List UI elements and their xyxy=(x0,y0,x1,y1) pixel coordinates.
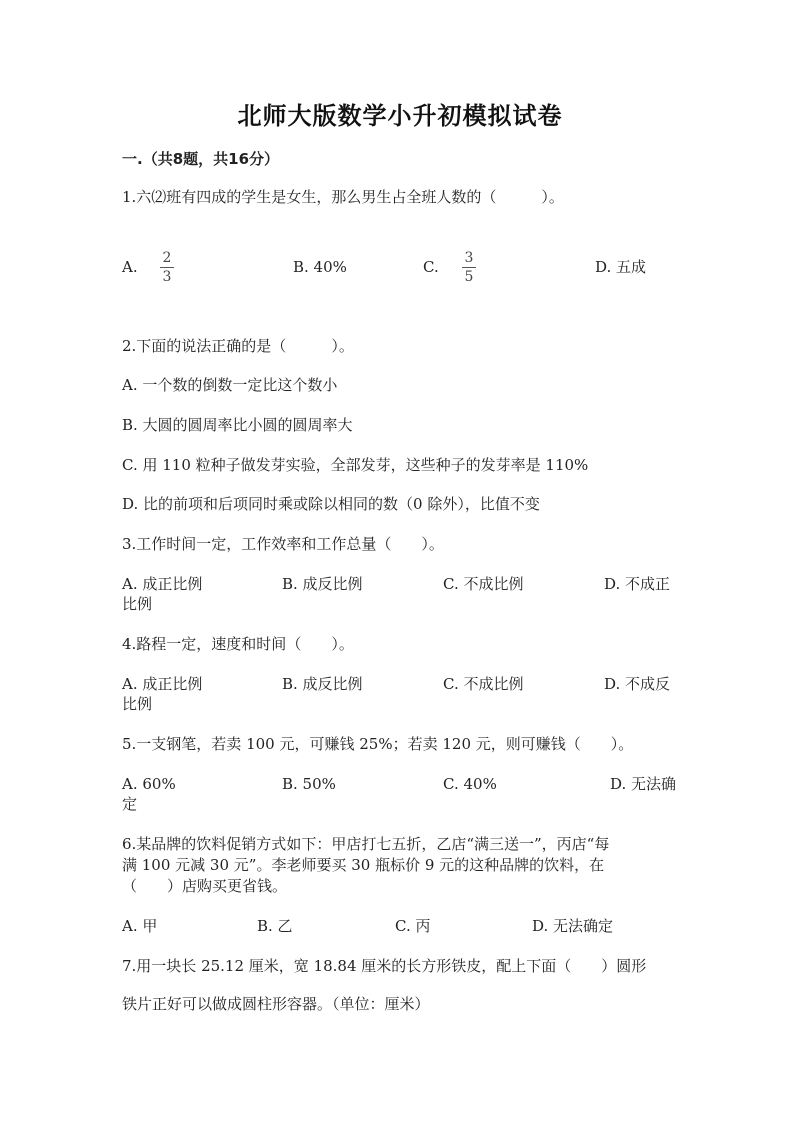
q4-option-d-continued: 比例 xyxy=(122,695,153,713)
q5-option-a: A. 60% xyxy=(122,775,176,793)
fraction-bar xyxy=(160,267,174,268)
q1-option-a-label: A. xyxy=(122,258,138,276)
q1-a-denominator: 3 xyxy=(162,269,172,285)
q1-option-b: B. 40% xyxy=(293,258,347,276)
q2-option-b: B. 大圆的圆周率比小圆的圆周率大 xyxy=(122,416,353,434)
q1-option-a-fraction xyxy=(160,250,174,285)
q1-a-numerator: 2 xyxy=(162,250,172,266)
q1-c-denominator: 5 xyxy=(464,269,474,285)
q1-option-c-label: C. xyxy=(423,258,439,276)
fraction-bar xyxy=(462,267,476,268)
q6-option-d: D. 无法确定 xyxy=(532,917,614,935)
q4-option-c: C. 不成比例 xyxy=(443,675,524,693)
q2-option-c: C. 用 110 粒种子做发芽实验，全部发芽，这些种子的发芽率是 110% xyxy=(122,456,589,474)
q4-option-d: D. 不成反 xyxy=(604,675,671,693)
q5-option-d-continued: 定 xyxy=(122,795,138,813)
q2-option-a: A. 一个数的倒数一定比这个数小 xyxy=(122,376,338,394)
q5-option-d: D. 无法确 xyxy=(610,775,677,793)
q3-option-b: B. 成反比例 xyxy=(282,575,363,593)
question-5-stem: 5.一支钢笔，若卖 100 元，可赚钱 25%；若卖 120 元，则可赚钱（ ）。 xyxy=(122,735,634,753)
q1-option-d: D. 五成 xyxy=(595,258,647,276)
question-7-stem-line-2: 铁片正好可以做成圆柱形容器。（单位：厘米） xyxy=(122,995,430,1013)
question-2-stem: 2.下面的说法正确的是（ ）。 xyxy=(122,337,354,355)
question-3-stem: 3.工作时间一定，工作效率和工作总量（ ）。 xyxy=(122,535,444,553)
q3-option-d: D. 不成正 xyxy=(604,575,671,593)
section-heading: 一.（共8题，共16分） xyxy=(122,150,280,168)
q3-option-d-continued: 比例 xyxy=(122,595,153,613)
question-7-stem-line-1: 7.用一块长 25.12 厘米，宽 18.84 厘米的长方形铁皮，配上下面（ ）圆形 xyxy=(122,957,647,975)
q1-option-c-fraction xyxy=(462,250,476,285)
question-4-stem: 4.路程一定，速度和时间（ ）。 xyxy=(122,635,354,653)
question-1-stem: 1.六⑵班有四成的学生是女生，那么男生占全班人数的（ ）。 xyxy=(122,188,564,206)
q6-option-c: C. 丙 xyxy=(395,917,431,935)
q3-option-a: A. 成正比例 xyxy=(122,575,203,593)
q3-option-c: C. 不成比例 xyxy=(443,575,524,593)
q2-option-d: D. 比的前项和后项同时乘或除以相同的数（0 除外），比值不变 xyxy=(122,495,540,513)
q5-option-b: B. 50% xyxy=(282,775,336,793)
q4-option-a: A. 成正比例 xyxy=(122,675,203,693)
question-6-stem-line-2: 满 100 元减 30 元”。李老师要买 30 瓶标价 9 元的这种品牌的饮料，在 xyxy=(122,856,605,874)
q1-c-numerator: 3 xyxy=(464,250,474,266)
q5-option-c: C. 40% xyxy=(443,775,497,793)
question-6-stem-line-3: （ ）店购买更省钱。 xyxy=(122,877,288,895)
question-6-stem-line-1: 6.某品牌的饮料促销方式如下：甲店打七五折，乙店“满三送一”，丙店“每 xyxy=(122,835,610,853)
q4-option-b: B. 成反比例 xyxy=(282,675,363,693)
q6-option-b: B. 乙 xyxy=(257,917,293,935)
page-title: 北师大版数学小升初模拟试卷 xyxy=(237,102,563,130)
q6-option-a: A. 甲 xyxy=(122,917,158,935)
